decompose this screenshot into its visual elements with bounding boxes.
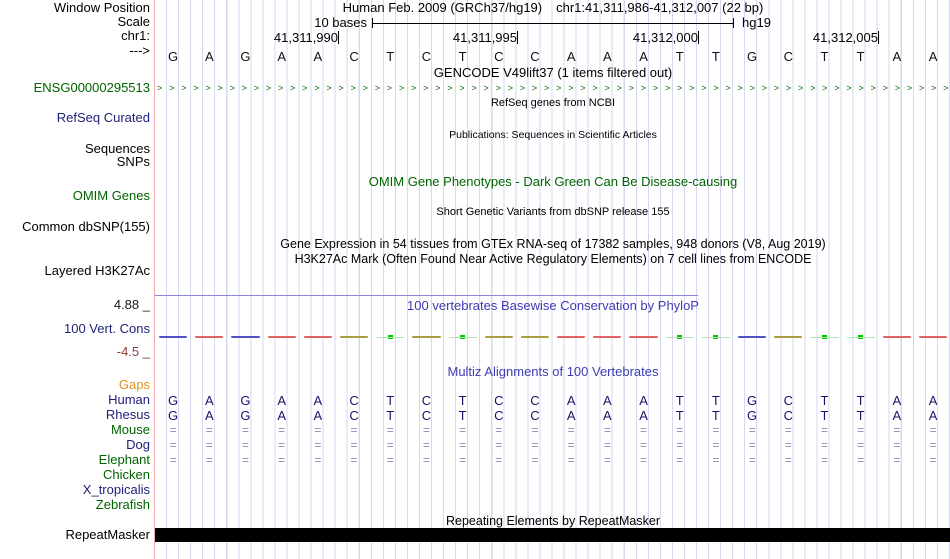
conservation-tick <box>517 334 553 340</box>
strand-arrow-icon: > <box>398 83 405 93</box>
strand-arrow-icon: > <box>157 83 163 93</box>
strand-arrow-icon: > <box>604 83 610 93</box>
base-letter: T <box>675 393 684 408</box>
aligning-symbol: = <box>169 453 177 467</box>
conservation-tick <box>155 334 191 340</box>
gencode-track-title[interactable]: GENCODE V49lift37 (1 items filtered out) <box>433 65 673 80</box>
conservation-tick <box>589 334 625 340</box>
strand-arrow-icon: > <box>846 83 852 93</box>
aligning-symbol: = <box>603 438 611 452</box>
gencode-gene-strand-arrows[interactable] <box>155 82 950 94</box>
aligning-symbol: = <box>857 423 865 437</box>
base-letter: C <box>494 49 504 64</box>
aligning-symbol: = <box>531 438 539 452</box>
strand-arrow-icon: > <box>205 83 211 93</box>
strand-arrow-icon: > <box>386 83 393 93</box>
aligning-symbol: = <box>495 438 503 452</box>
aligning-symbol: = <box>531 453 539 467</box>
base-letter: A <box>566 408 576 423</box>
scale-bar <box>372 18 734 28</box>
label-window-position: Window Position <box>53 0 150 15</box>
strand-arrow-icon: > <box>725 83 731 93</box>
strand-arrow-icon: > <box>616 83 622 93</box>
aligning-symbol: = <box>712 423 720 437</box>
base-letter: A <box>928 393 938 408</box>
base-letter: T <box>820 408 829 423</box>
strand-arrow-icon: > <box>737 83 743 93</box>
base-letter: T <box>458 49 467 64</box>
track-label-layered-h3k27ac[interactable]: Layered H3K27Ac <box>44 263 150 278</box>
strand-arrow-icon: > <box>459 83 465 93</box>
base-letter: A <box>639 408 648 423</box>
aligning-symbol: = <box>820 423 828 437</box>
ruler-tick <box>878 31 879 44</box>
strand-arrow-icon: > <box>531 83 538 93</box>
strand-arrow-icon: > <box>423 83 429 93</box>
aligning-symbol: = <box>820 453 828 467</box>
strand-arrow-icon: > <box>749 83 755 93</box>
aligning-symbol: = <box>205 453 213 467</box>
conservation-tick <box>915 334 950 340</box>
aligning-symbol: = <box>386 423 394 437</box>
multiz-elephant-row[interactable] <box>155 453 950 468</box>
strand-arrow-icon: > <box>664 83 671 93</box>
base-letter: T <box>675 49 684 64</box>
conservation-tick <box>227 334 263 340</box>
base-letter: G <box>240 408 251 423</box>
ruler-tick <box>517 31 518 44</box>
conservation-tick <box>191 334 227 340</box>
strand-arrow-icon: > <box>931 83 937 93</box>
conservation-tick <box>879 334 915 340</box>
aligning-symbol: = <box>422 423 430 437</box>
conservation-tick <box>408 334 444 340</box>
multiz-track-title[interactable]: Multiz Alignments of 100 Vertebrates <box>447 364 659 379</box>
strand-arrow-icon: > <box>677 83 683 93</box>
aligning-symbol: = <box>241 423 249 437</box>
strand-arrow-icon: > <box>870 83 876 93</box>
base-letter: G <box>168 408 179 423</box>
aligning-symbol: = <box>748 423 756 437</box>
strand-arrow-icon: > <box>290 83 296 93</box>
strand-arrow-icon: > <box>906 83 913 93</box>
strand-arrow-icon: > <box>302 83 308 93</box>
aligning-symbol: = <box>784 438 792 452</box>
aligning-symbol: = <box>893 438 901 452</box>
conservation-tick <box>770 334 806 340</box>
base-letter: A <box>204 49 214 64</box>
h3k27ac-track-title[interactable]: H3K27Ac Mark (Often Found Near Active Regulatory Elements) on 7 cell lines from ENCODE <box>294 252 812 266</box>
aligning-symbol: = <box>241 453 249 467</box>
strand-arrow-icon: > <box>701 83 707 93</box>
multiz-mouse-row[interactable] <box>155 423 950 438</box>
base-letter: A <box>892 408 902 423</box>
base-letter: G <box>747 49 758 64</box>
aligning-symbol: = <box>350 438 358 452</box>
base-letter: A <box>928 49 938 64</box>
base-letter: C <box>494 393 504 408</box>
strand-arrow-icon: > <box>773 83 780 93</box>
base-letter: C <box>783 393 793 408</box>
base-letter: C <box>349 49 359 64</box>
base-letter: G <box>168 393 179 408</box>
base-letter: C <box>349 393 359 408</box>
aligning-symbol: = <box>386 438 394 452</box>
phylop-conservation-ticks[interactable] <box>155 334 950 340</box>
aligning-symbol: = <box>495 453 503 467</box>
conservation-tick <box>481 334 517 340</box>
gtex-track-title[interactable]: Gene Expression in 54 tissues from GTEx RNA-seq of 17382 samples, 948 donors (V8, Aug 2019) <box>280 237 826 251</box>
window-position-bar <box>155 1 950 15</box>
aligning-symbol: = <box>929 423 937 437</box>
strand-arrow-icon: > <box>447 83 453 93</box>
base-letter: T <box>386 408 395 423</box>
base-letter: A <box>566 393 576 408</box>
aligning-symbol: = <box>929 453 937 467</box>
multiz-label-zebrafish[interactable]: Zebrafish <box>95 497 150 512</box>
strand-arrow-icon: > <box>217 83 223 93</box>
strand-arrow-icon: > <box>471 83 477 93</box>
multiz-label-x-tropicalis[interactable]: X_tropicalis <box>82 482 150 497</box>
ruler-number: 41,311,990 <box>273 30 338 45</box>
aligning-symbol: = <box>748 453 756 467</box>
aligning-symbol: = <box>712 438 720 452</box>
refseq-track-title[interactable]: RefSeq genes from NCBI <box>490 97 616 109</box>
base-letter: T <box>386 49 395 64</box>
base-letter: A <box>639 49 648 64</box>
aligning-symbol: = <box>603 423 611 437</box>
base-letter: T <box>820 49 829 64</box>
aligning-symbol: = <box>857 438 865 452</box>
base-letter: T <box>711 49 720 64</box>
base-letter: A <box>603 393 612 408</box>
multiz-label-elephant[interactable]: Elephant <box>98 452 150 467</box>
base-letter: C <box>421 393 432 408</box>
base-letter: G <box>747 393 758 408</box>
base-letter: A <box>313 49 323 64</box>
multiz-label-gaps[interactable]: Gaps <box>118 377 150 392</box>
base-letter: T <box>386 393 395 408</box>
strand-arrow-icon: > <box>943 83 949 93</box>
base-letter: A <box>639 393 648 408</box>
base-letter: G <box>240 393 251 408</box>
strand-arrow-icon: > <box>556 83 562 93</box>
strand-arrow-icon: > <box>483 83 489 93</box>
aligning-symbol: = <box>567 438 575 452</box>
aligning-symbol: = <box>784 423 792 437</box>
base-letter: C <box>530 393 540 408</box>
strand-arrow-icon: > <box>894 83 900 93</box>
aligning-symbol: = <box>314 423 322 437</box>
track-label-100-vert-cons[interactable]: 100 Vert. Cons <box>64 321 150 336</box>
aligning-symbol: = <box>278 453 286 467</box>
base-letter: A <box>313 408 323 423</box>
strand-arrow-icon: > <box>797 83 804 93</box>
strand-arrow-icon: > <box>326 83 332 93</box>
base-letter: T <box>675 408 684 423</box>
label-chrom: chr1: <box>121 28 150 43</box>
aligning-symbol: = <box>748 438 756 452</box>
base-letter: A <box>928 408 938 423</box>
aligning-symbol: = <box>205 438 213 452</box>
track-label-sequences[interactable]: Sequences <box>84 141 150 156</box>
base-letter: C <box>494 408 504 423</box>
base-letter: T <box>458 408 467 423</box>
ruler-tick <box>338 31 339 44</box>
strand-arrow-icon: > <box>810 83 816 93</box>
base-letter: A <box>892 393 902 408</box>
track-label-refseq-curated[interactable]: RefSeq Curated <box>56 110 150 125</box>
aligning-symbol: = <box>350 423 358 437</box>
aligning-symbol: = <box>314 453 322 467</box>
base-letter: T <box>820 393 829 408</box>
conservation-tick <box>843 334 879 340</box>
base-letter: A <box>603 408 612 423</box>
base-letter: C <box>783 408 793 423</box>
base-letter: T <box>856 49 865 64</box>
base-letter: T <box>711 408 720 423</box>
conservation-tick <box>806 334 842 340</box>
strand-arrow-icon: > <box>592 83 598 93</box>
aligning-symbol: = <box>676 438 684 452</box>
base-letter: G <box>747 408 758 423</box>
strand-arrow-icon: > <box>265 83 272 93</box>
genome-name: hg19 <box>742 15 771 30</box>
scale-value: 10 bases <box>314 15 367 30</box>
strand-arrow-icon: > <box>435 83 441 93</box>
track-label-repeatmasker[interactable]: RepeatMasker <box>65 527 150 542</box>
phylop-track-title[interactable]: 100 vertebrates Basewise Conservation by PhyloP <box>407 298 699 313</box>
conservation-tick <box>625 334 661 340</box>
multiz-label-human[interactable]: Human <box>108 392 150 407</box>
conservation-tick <box>372 334 408 340</box>
multiz-label-chicken[interactable]: Chicken <box>103 467 150 482</box>
ruler-number: 41,312,005 <box>812 30 878 45</box>
multiz-rhesus-row[interactable] <box>155 408 950 423</box>
base-letter: A <box>892 49 902 64</box>
cons-axis-min: -4.5 _ <box>116 344 150 359</box>
base-letter: C <box>349 408 359 423</box>
strand-arrow-icon: > <box>580 83 586 93</box>
assembly-title: Human Feb. 2009 (GRCh37/hg19) <box>342 0 543 15</box>
repeatmasker-track-title[interactable]: Repeating Elements by RepeatMasker <box>445 514 660 528</box>
strand-arrow-icon: > <box>568 83 574 93</box>
conservation-tick <box>300 334 336 340</box>
conservation-tick <box>553 334 589 340</box>
strand-arrow-icon: > <box>241 83 247 93</box>
conservation-tick <box>445 334 481 340</box>
base-letter: C <box>783 49 793 64</box>
strand-arrow-icon: > <box>338 83 344 93</box>
aligning-symbol: = <box>567 423 575 437</box>
base-letter: G <box>240 49 251 64</box>
conservation-tick <box>662 334 698 340</box>
aligning-symbol: = <box>640 423 648 437</box>
strand-arrow-icon: > <box>713 83 719 93</box>
strand-arrow-icon: > <box>519 83 526 93</box>
aligning-symbol: = <box>567 453 575 467</box>
base-letter: T <box>458 393 467 408</box>
strand-arrow-icon: > <box>253 83 260 93</box>
publications-track-title[interactable]: Publications: Sequences in Scientific Articles <box>449 129 657 141</box>
strand-arrow-icon: > <box>689 83 695 93</box>
reference-sequence-row[interactable] <box>155 50 950 64</box>
base-letter: C <box>530 49 540 64</box>
strand-arrow-icon: > <box>858 83 864 93</box>
multiz-label-rhesus[interactable]: Rhesus <box>105 407 150 422</box>
base-letter: C <box>421 49 432 64</box>
ruler-number: 41,311,995 <box>452 30 517 45</box>
aligning-symbol: = <box>241 438 249 452</box>
base-letter: A <box>313 393 323 408</box>
aligning-symbol: = <box>784 453 792 467</box>
aligning-symbol: = <box>459 453 467 467</box>
conservation-tick <box>336 334 372 340</box>
track-label-common-dbsnp[interactable]: Common dbSNP(155) <box>22 219 150 234</box>
track-display-area[interactable] <box>154 0 950 559</box>
conservation-tick <box>698 334 734 340</box>
aligning-symbol: = <box>857 453 865 467</box>
aligning-symbol: = <box>712 453 720 467</box>
multiz-dog-row[interactable] <box>155 438 950 453</box>
multiz-label-mouse[interactable]: Mouse <box>110 422 150 437</box>
multiz-label-dog[interactable]: Dog <box>126 437 150 452</box>
strand-arrow-icon: > <box>785 83 792 93</box>
strand-arrow-icon: > <box>834 83 840 93</box>
base-letter: T <box>711 393 720 408</box>
base-letter: A <box>277 408 286 423</box>
strand-arrow-icon: > <box>193 83 199 93</box>
dbsnp-track-title[interactable]: Short Genetic Variants from dbSNP release 155 <box>436 206 670 218</box>
strand-arrow-icon: > <box>628 83 634 93</box>
strand-arrow-icon: > <box>761 83 767 93</box>
base-letter: A <box>603 49 612 64</box>
strand-arrow-icon: > <box>495 83 501 93</box>
base-letter: A <box>566 49 576 64</box>
base-letter: A <box>204 408 214 423</box>
label-strand: ---> <box>129 43 150 58</box>
aligning-symbol: = <box>422 453 430 467</box>
ruler-tick <box>698 31 699 44</box>
strand-arrow-icon: > <box>374 83 380 93</box>
aligning-symbol: = <box>893 453 901 467</box>
strand-arrow-icon: > <box>362 83 368 93</box>
strand-arrow-icon: > <box>544 83 550 93</box>
aligning-symbol: = <box>495 423 503 437</box>
base-letter: T <box>856 408 865 423</box>
aligning-symbol: = <box>459 423 467 437</box>
ruler-number: 41,312,000 <box>632 30 698 45</box>
aligning-symbol: = <box>929 438 937 452</box>
base-letter: A <box>277 49 286 64</box>
strand-arrow-icon: > <box>918 83 925 93</box>
aligning-symbol: = <box>386 453 394 467</box>
strand-arrow-icon: > <box>822 83 828 93</box>
strand-arrow-icon: > <box>652 83 659 93</box>
strand-arrow-icon: > <box>640 83 647 93</box>
aligning-symbol: = <box>459 438 467 452</box>
conservation-tick <box>264 334 300 340</box>
multiz-human-row[interactable] <box>155 393 950 408</box>
aligning-symbol: = <box>314 438 322 452</box>
repeatmasker-element-bar[interactable] <box>155 528 950 542</box>
base-letter: C <box>530 408 540 423</box>
base-letter: A <box>204 393 214 408</box>
aligning-symbol: = <box>676 423 684 437</box>
strand-arrow-icon: > <box>181 83 187 93</box>
track-label-omim-genes[interactable]: OMIM Genes <box>72 188 150 203</box>
aligning-symbol: = <box>531 423 539 437</box>
aligning-symbol: = <box>278 438 286 452</box>
base-letter: C <box>421 408 432 423</box>
track-label-gencode-gene[interactable]: ENSG00000295513 <box>33 80 150 95</box>
base-letter: T <box>856 393 865 408</box>
aligning-symbol: = <box>350 453 358 467</box>
strand-arrow-icon: > <box>882 83 888 93</box>
aligning-symbol: = <box>893 423 901 437</box>
aligning-symbol: = <box>820 438 828 452</box>
conservation-tick <box>734 334 770 340</box>
aligning-symbol: = <box>169 423 177 437</box>
aligning-symbol: = <box>422 438 430 452</box>
base-letter: A <box>277 393 286 408</box>
aligning-symbol: = <box>169 438 177 452</box>
aligning-symbol: = <box>278 423 286 437</box>
strand-arrow-icon: > <box>314 83 320 93</box>
aligning-symbol: = <box>640 438 648 452</box>
strand-arrow-icon: > <box>229 83 235 93</box>
position-range: chr1:41,311,986-41,312,007 (22 bp) <box>556 0 764 15</box>
strand-arrow-icon: > <box>350 83 356 93</box>
cons-axis-max: 4.88 _ <box>113 297 150 312</box>
track-label-snps[interactable]: SNPs <box>116 154 150 169</box>
aligning-symbol: = <box>640 453 648 467</box>
base-letter: G <box>168 49 179 64</box>
label-scale: Scale <box>117 14 150 29</box>
omim-track-title[interactable]: OMIM Gene Phenotypes - Dark Green Can Be Disease-causing <box>368 174 738 189</box>
strand-arrow-icon: > <box>277 83 284 93</box>
strand-arrow-icon: > <box>169 83 175 93</box>
aligning-symbol: = <box>205 423 213 437</box>
aligning-symbol: = <box>676 453 684 467</box>
phylop-upper-limit-line <box>155 295 698 296</box>
strand-arrow-icon: > <box>410 83 417 93</box>
aligning-symbol: = <box>603 453 611 467</box>
strand-arrow-icon: > <box>507 83 513 93</box>
